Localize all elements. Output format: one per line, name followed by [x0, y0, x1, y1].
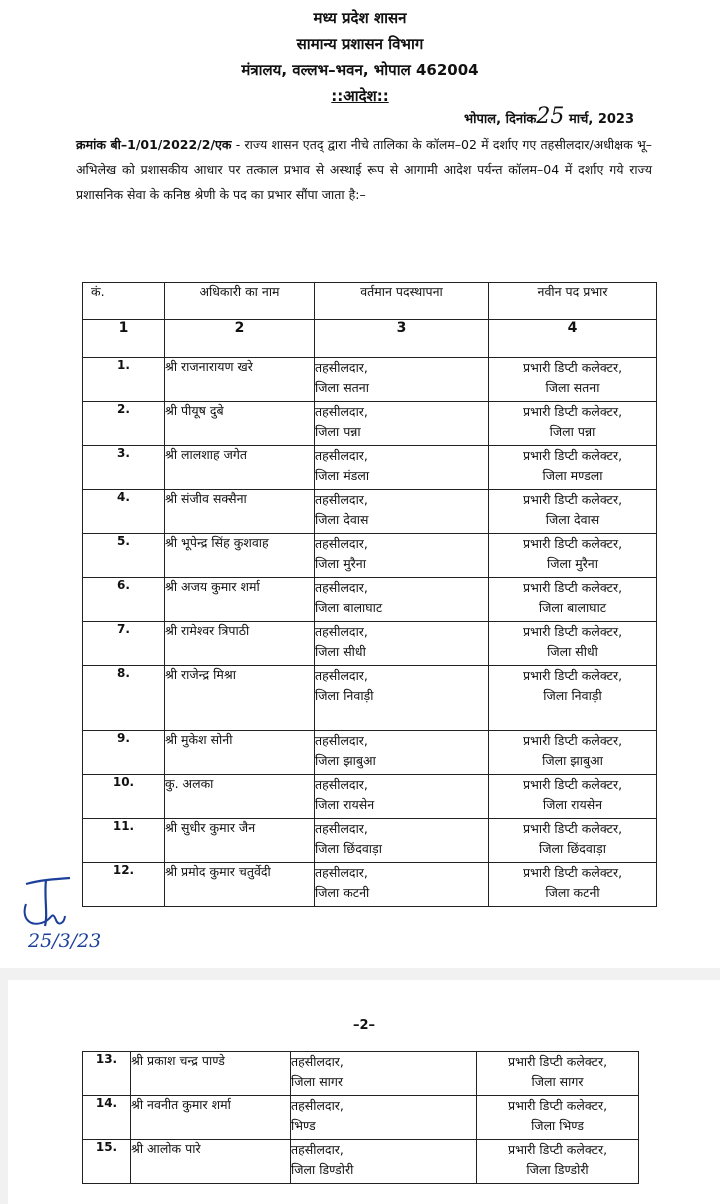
officer-name: श्री प्रमोद कुमार चतुर्वेदी: [165, 863, 315, 907]
new-charge: [489, 819, 657, 863]
table-row: [83, 490, 657, 534]
current-post: तहसीलदार,: [315, 360, 368, 375]
current-district: जिला देवास: [315, 512, 369, 527]
current-district: भिण्ड: [291, 1118, 316, 1133]
new-post: प्रभारी डिप्टी कलेक्टर,: [522, 360, 623, 375]
serial-number: 6.: [83, 578, 165, 622]
serial-number: 5.: [83, 534, 165, 578]
new-district: जिला रायसेन: [542, 797, 603, 812]
table-row: [83, 819, 657, 863]
current-post: तहसीलदार,: [315, 580, 368, 595]
header-officer-name: अधिकारी का नाम: [165, 283, 315, 320]
current-post: तहसीलदार,: [315, 448, 368, 463]
new-district: जिला सतना: [545, 380, 600, 395]
serial-number: 10.: [83, 775, 165, 819]
officer-name: श्री संजीव सक्सैना: [165, 490, 315, 534]
serial-number: 7.: [83, 622, 165, 666]
officer-name: श्री पीयूष दुबे: [165, 402, 315, 446]
new-charge: [489, 358, 657, 402]
new-district: जिला पन्ना: [549, 424, 596, 439]
current-district: जिला सीधी: [315, 644, 366, 659]
serial-number: 4.: [83, 490, 165, 534]
new-district: जिला सागर: [531, 1074, 584, 1089]
current-district: जिला सतना: [315, 380, 369, 395]
current-district: जिला छिंदवाड़ा: [315, 841, 382, 856]
current-district: जिला पन्ना: [315, 424, 361, 439]
officer-name: श्री रामेश्वर त्रिपाठी: [165, 622, 315, 666]
date-day: 25: [536, 104, 565, 129]
table-row: [83, 775, 657, 819]
column-number: 1: [83, 320, 165, 358]
current-post: तहसीलदार,: [315, 404, 368, 419]
table-row: [83, 402, 657, 446]
new-post: प्रभारी डिप्टी कलेक्टर,: [522, 668, 623, 683]
table-row: [83, 534, 657, 578]
current-posting: [315, 622, 489, 666]
date-prefix: भोपाल, दिनांक: [464, 112, 537, 127]
serial-number: 2.: [83, 402, 165, 446]
current-district: जिला झाबुआ: [315, 753, 376, 768]
serial-number: 9.: [83, 731, 165, 775]
current-posting: [315, 775, 489, 819]
current-post: तहसीलदार,: [291, 1098, 344, 1113]
current-post: तहसीलदार,: [315, 821, 368, 836]
order-text: - राज्य शासन एतद् द्वारा नीचे तालिका के कॉलम–02 में दर्शाए गए तहसीलदार/अधीक्षक भू–अभिलेख को प्रशासकीय आधार पर तत्काल प्रभाव से अस्थाई रूप से आगामी आदेश पर्यन्त कॉलम–04 में दर्शाए गये राज्य प्रशासनिक सेवा के कनिष्ठ श्रेणी के पद का प्रभार सौंपा जाता है:–: [76, 137, 652, 202]
table-row: [83, 863, 657, 907]
new-charge: [489, 731, 657, 775]
new-district: जिला कटनी: [545, 885, 600, 900]
new-post: प्रभारी डिप्टी कलेक्टर,: [522, 404, 623, 419]
current-posting: [315, 358, 489, 402]
order-reference: क्रमांक बी–1/01/2022/2/एक: [76, 137, 232, 152]
order-body: [76, 132, 652, 207]
officer-name: श्री सुधीर कुमार जैन: [165, 819, 315, 863]
new-charge: [477, 1052, 639, 1096]
new-charge: [489, 402, 657, 446]
new-post: प्रभारी डिप्टी कलेक्टर,: [522, 865, 623, 880]
officer-name: श्री प्रकाश चन्द्र पाण्डे: [131, 1052, 291, 1096]
new-district: जिला भिण्ड: [531, 1118, 584, 1133]
new-district: जिला मण्डला: [542, 468, 603, 483]
current-posting: [315, 578, 489, 622]
current-district: जिला बालाघाट: [315, 600, 383, 615]
officer-name: श्री लालशाह जगेत: [165, 446, 315, 490]
officer-name: श्री भूपेन्द्र सिंह कुशवाह: [165, 534, 315, 578]
current-post: तहसीलदार,: [315, 777, 368, 792]
current-posting: [315, 731, 489, 775]
officer-name: श्री अजय कुमार शर्मा: [165, 578, 315, 622]
new-charge: [489, 775, 657, 819]
order-title: ::आदेश::: [331, 87, 389, 105]
current-district: जिला मुरैना: [315, 556, 366, 571]
table-row: [83, 1096, 639, 1140]
new-charge: [489, 490, 657, 534]
new-post: प्रभारी डिप्टी कलेक्टर,: [522, 492, 623, 507]
current-post: तहसीलदार,: [315, 536, 368, 551]
current-posting: [315, 863, 489, 907]
table-row: [83, 446, 657, 490]
new-charge: [489, 446, 657, 490]
header-sno: कं.: [83, 283, 165, 320]
serial-number: 8.: [83, 666, 165, 731]
column-number: 2: [165, 320, 315, 358]
current-post: तहसीलदार,: [315, 865, 368, 880]
current-posting: [291, 1052, 477, 1096]
current-post: तहसीलदार,: [315, 624, 368, 639]
column-number: 4: [489, 320, 657, 358]
current-posting: [315, 490, 489, 534]
new-post: प्रभारी डिप्टी कलेक्टर,: [507, 1098, 608, 1113]
table-row: [83, 731, 657, 775]
current-posting: [315, 819, 489, 863]
new-post: प्रभारी डिप्टी कलेक्टर,: [522, 448, 623, 463]
table-row: [83, 358, 657, 402]
current-district: जिला कटनी: [315, 885, 370, 900]
officer-name: श्री राजेन्द्र मिश्रा: [165, 666, 315, 731]
new-post: प्रभारी डिप्टी कलेक्टर,: [522, 777, 623, 792]
new-district: जिला डिण्डोरी: [526, 1162, 589, 1177]
new-charge: [489, 578, 657, 622]
officer-name: श्री राजनारायण खरे: [165, 358, 315, 402]
new-charge: [477, 1140, 639, 1184]
new-district: जिला निवाड़ी: [543, 688, 602, 703]
page-number: –2–: [352, 1018, 376, 1033]
current-posting: [315, 402, 489, 446]
current-posting: [315, 446, 489, 490]
officer-name: श्री आलोक पारे: [131, 1140, 291, 1184]
table-row: [83, 666, 657, 731]
serial-number: 1.: [83, 358, 165, 402]
officer-name: श्री नवनीत कुमार शर्मा: [131, 1096, 291, 1140]
current-post: तहसीलदार,: [315, 668, 368, 683]
serial-number: 11.: [83, 819, 165, 863]
current-district: जिला सागर: [291, 1074, 344, 1089]
serial-number: 14.: [83, 1096, 131, 1140]
current-posting: [291, 1140, 477, 1184]
new-post: प्रभारी डिप्टी कलेक्टर,: [507, 1054, 608, 1069]
new-district: जिला छिंदवाड़ा: [539, 841, 606, 856]
date-suffix: मार्च, 2023: [568, 112, 634, 127]
current-district: जिला डिण्डोरी: [291, 1162, 354, 1177]
serial-number: 12.: [83, 863, 165, 907]
officers-table: [82, 282, 657, 907]
serial-number: 13.: [83, 1052, 131, 1096]
current-posting: [315, 534, 489, 578]
new-district: जिला झाबुआ: [542, 753, 603, 768]
current-district: जिला मंडला: [315, 468, 370, 483]
officers-table-continued: [82, 1051, 639, 1184]
officer-name: कु. अलका: [165, 775, 315, 819]
current-post: तहसीलदार,: [291, 1054, 344, 1069]
current-posting: [291, 1096, 477, 1140]
header-current-posting: वर्तमान पदस्थापना: [315, 283, 489, 320]
current-post: तहसीलदार,: [315, 492, 368, 507]
govt-name: मध्य प्रदेश शासन: [313, 9, 407, 27]
new-district: जिला देवास: [545, 512, 600, 527]
table-row: [83, 578, 657, 622]
table-row: [83, 1052, 639, 1096]
header-new-charge: नवीन पद प्रभार: [489, 283, 657, 320]
current-district: जिला निवाड़ी: [315, 688, 374, 703]
officer-name: श्री मुकेश सोनी: [165, 731, 315, 775]
table-row: [83, 1140, 639, 1184]
signature-date: 25/3/23: [28, 930, 102, 952]
department-name: सामान्य प्रशासन विभाग: [296, 35, 424, 53]
address: मंत्रालय, वल्लभ–भवन, भोपाल 462004: [241, 61, 479, 79]
new-charge: [489, 863, 657, 907]
new-charge: [489, 622, 657, 666]
new-post: प्रभारी डिप्टी कलेक्टर,: [522, 733, 623, 748]
new-charge: [477, 1096, 639, 1140]
new-charge: [489, 666, 657, 731]
new-district: जिला मुरैना: [547, 556, 598, 571]
new-district: जिला बालाघाट: [538, 600, 607, 615]
new-post: प्रभारी डिप्टी कलेक्टर,: [507, 1142, 608, 1157]
new-post: प्रभारी डिप्टी कलेक्टर,: [522, 536, 623, 551]
order-date: [464, 104, 634, 129]
current-district: जिला रायसेन: [315, 797, 375, 812]
column-number: 3: [315, 320, 489, 358]
current-post: तहसीलदार,: [315, 733, 368, 748]
new-post: प्रभारी डिप्टी कलेक्टर,: [522, 624, 623, 639]
serial-number: 3.: [83, 446, 165, 490]
table-row: [83, 622, 657, 666]
current-posting: [315, 666, 489, 731]
current-post: तहसीलदार,: [291, 1142, 344, 1157]
serial-number: 15.: [83, 1140, 131, 1184]
new-post: प्रभारी डिप्टी कलेक्टर,: [522, 821, 623, 836]
new-charge: [489, 534, 657, 578]
new-district: जिला सीधी: [547, 644, 598, 659]
new-post: प्रभारी डिप्टी कलेक्टर,: [522, 580, 623, 595]
